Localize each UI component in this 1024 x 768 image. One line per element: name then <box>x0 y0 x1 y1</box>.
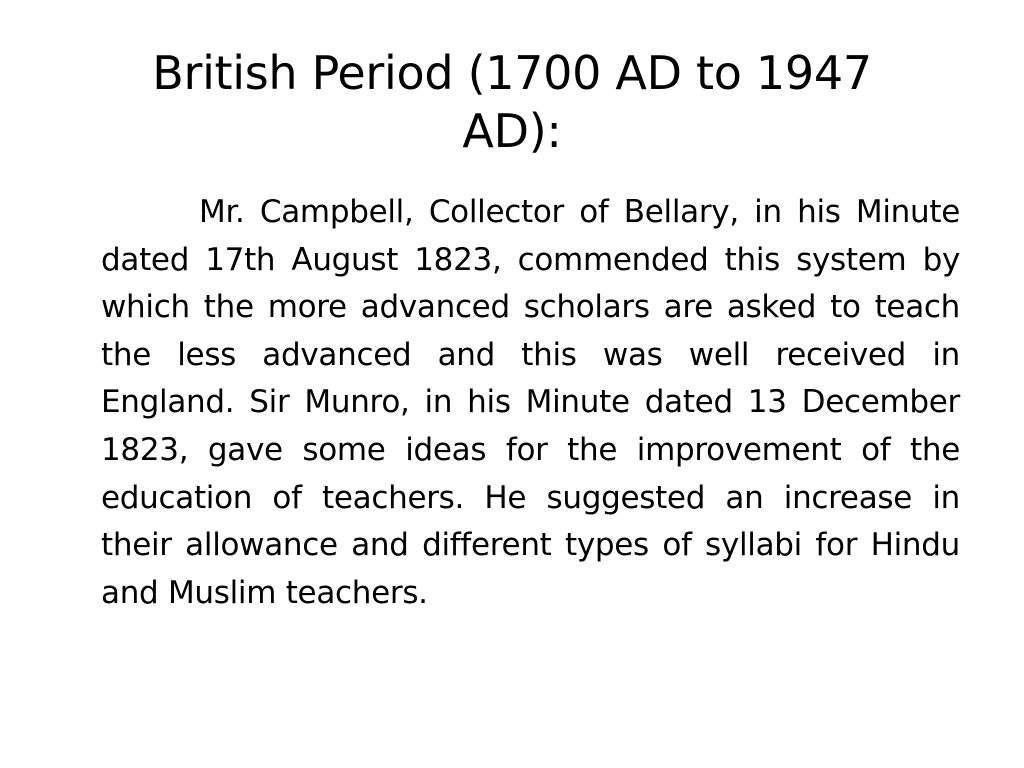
slide-body-paragraph: Mr. Campbell, Collector of Bellary, in his Minute dated 17th August 1823, commended this system by which the more advanced scholars are asked to teach the less advanced and this was well received in England. Sir Munro, in his Minute dated 13 December 1823, gave some ideas for the improvement of the education of teachers. He suggested an increase in their allowance and different types of syllabi for Hindu and Muslim teachers. <box>101 194 960 611</box>
slide-title: British Period (1700 AD to 1947 AD): <box>152 46 872 158</box>
